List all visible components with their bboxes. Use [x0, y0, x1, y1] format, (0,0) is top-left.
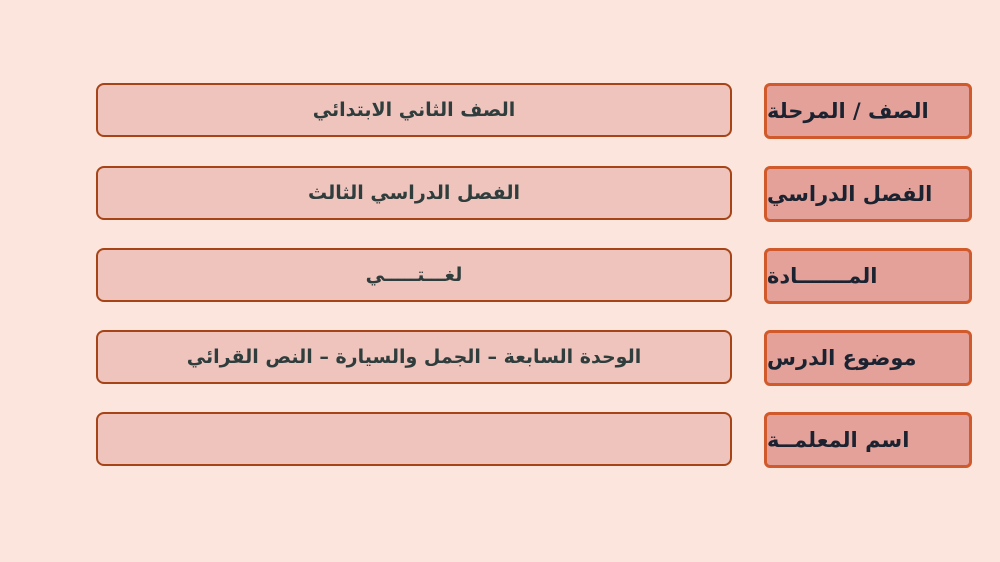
- lesson-topic-label: موضوع الدرس: [764, 330, 972, 386]
- lesson-topic-row: [0, 330, 1000, 386]
- subject-row: [0, 248, 1000, 304]
- teacher-name-value-field: [96, 412, 732, 466]
- grade-row: [0, 83, 1000, 139]
- subject-value-field: لغـــتـــــي: [96, 248, 732, 302]
- grade-label: الصف / المرحلة: [764, 83, 972, 139]
- teacher-name-label: اسم المعلمــة: [764, 412, 972, 468]
- teacher-name-row: [0, 412, 1000, 468]
- lesson-topic-value-field: الوحدة السابعة – الجمل والسيارة – النص القرائي: [96, 330, 732, 384]
- semester-label: الفصل الدراسي: [764, 166, 972, 222]
- semester-row: [0, 166, 1000, 222]
- semester-value-field: الفصل الدراسي الثالث: [96, 166, 732, 220]
- grade-value-field: الصف الثاني الابتدائي: [96, 83, 732, 137]
- subject-label: المـــــــادة: [764, 248, 972, 304]
